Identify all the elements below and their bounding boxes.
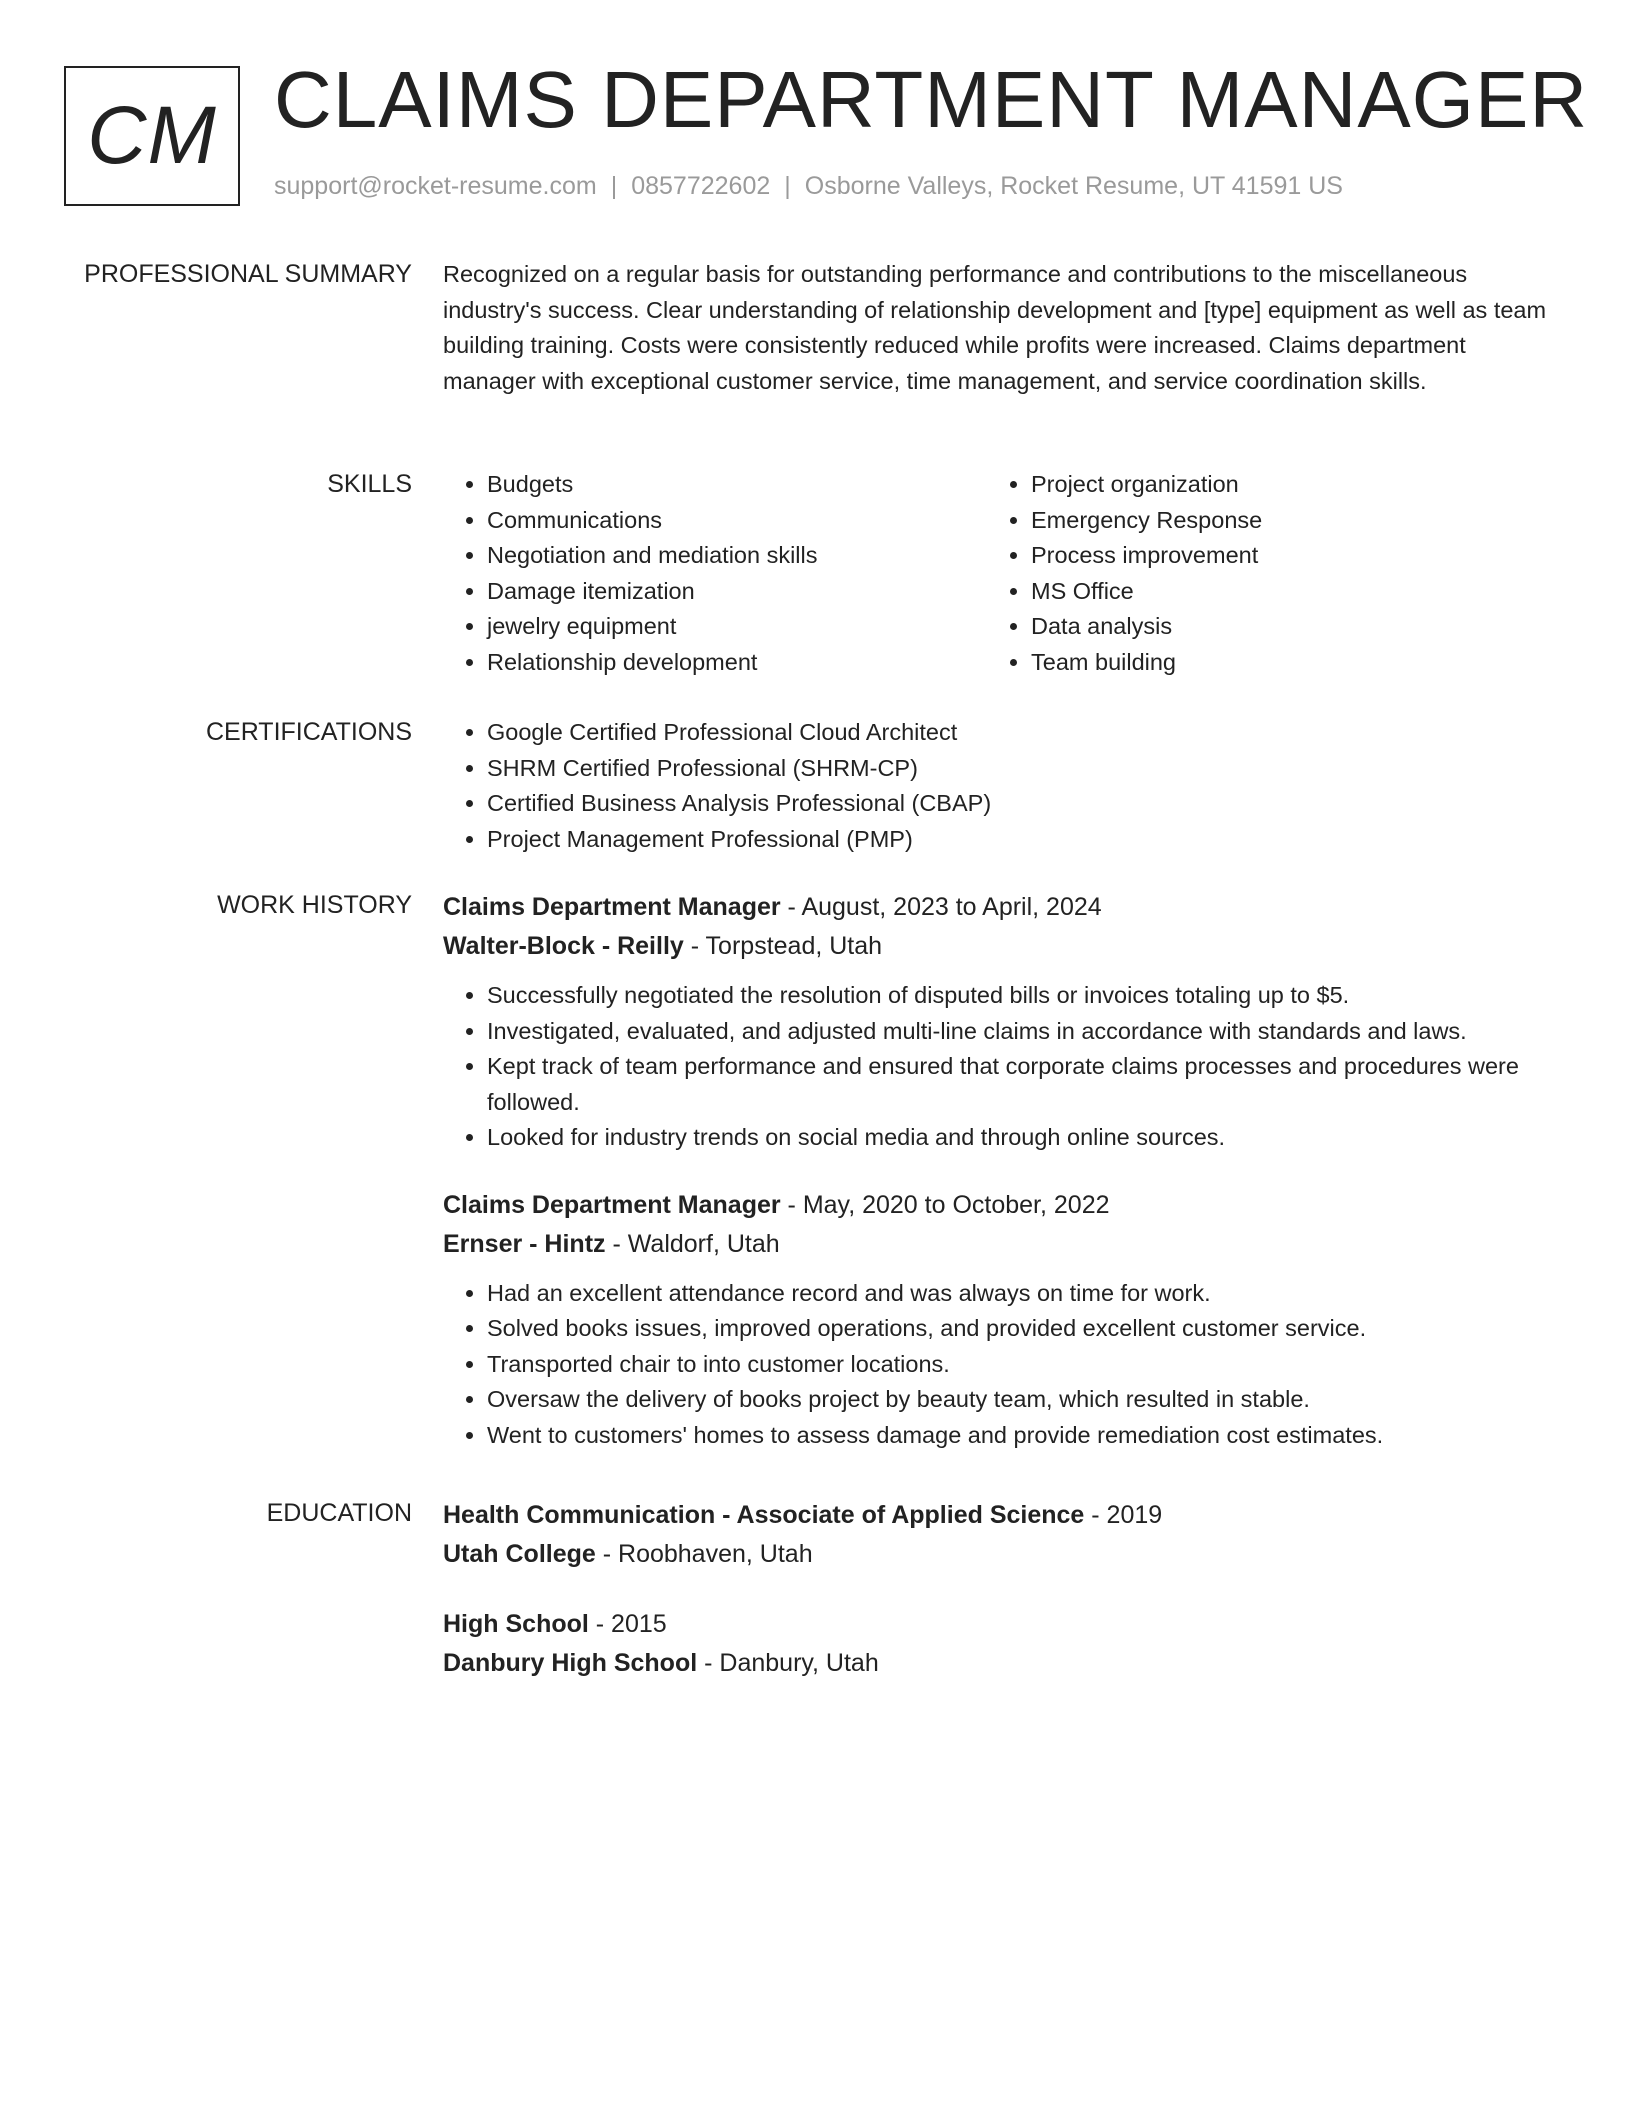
certification-item: • Google Certified Professional Cloud Architect (487, 715, 1553, 751)
skill-item: • Negotiation and mediation skills (487, 538, 987, 574)
education-entry (443, 1496, 1553, 1574)
education-school-line (443, 1644, 1553, 1683)
skills-heading: SKILLS (327, 470, 412, 498)
work-history-body (443, 888, 1553, 1483)
education-body (443, 1496, 1553, 1714)
skill-item: • Relationship development (487, 645, 987, 681)
contact-address: Osborne Valleys, Rocket Resume, UT 41591 US (804, 172, 1343, 200)
education-school-line (443, 1535, 1553, 1574)
job-bullet: • Looked for industry trends on social media and through online sources. (487, 1120, 1553, 1156)
education-school: Utah College (443, 1540, 596, 1568)
job-title-line (443, 888, 1553, 927)
contact-email[interactable]: support@rocket-resume.com (274, 172, 597, 200)
monogram-logo: CM (64, 66, 240, 206)
contact-line (274, 172, 1343, 201)
summary-text: Recognized on a regular basis for outstanding performance and contributions to the miscellaneous industry's success. Clear understanding of relationship development and [type] equipment as well as team building training. Costs were consistently reduced while profits were increased. Claims department manager with exceptional customer service, time management, and service coordination skills. (443, 261, 1547, 394)
contact-phone[interactable]: 0857722602 (631, 172, 771, 200)
job-company-line (443, 1225, 1553, 1264)
certifications-heading: CERTIFICATIONS (205, 718, 412, 746)
skill-item: • Project organization (1031, 467, 1531, 503)
education-degree-line (443, 1605, 1553, 1644)
skills-column-left (443, 467, 987, 680)
skills-grid (443, 467, 1553, 680)
job-title: Claims Department Manager (443, 893, 781, 921)
summary-heading: PROFESSIONAL SUMMARY (84, 260, 412, 288)
contact-separator: | (784, 172, 791, 200)
job-company: Ernser - Hintz (443, 1229, 606, 1258)
job-bullet: • Transported chair to into customer locations. (487, 1347, 1553, 1383)
job-dates: - August, 2023 to April, 2024 (780, 893, 1102, 921)
education-location: - Roobhaven, Utah (595, 1540, 813, 1568)
job-company: Walter-Block - Reilly (443, 932, 684, 960)
job-bullet: • Had an excellent attendance record and was always on time for work. (487, 1276, 1553, 1312)
job-dates: - May, 2020 to October, 2022 (780, 1190, 1110, 1219)
education-year: - 2015 (588, 1610, 667, 1638)
job-title: Claims Department Manager (443, 1190, 781, 1219)
job-bullet: • Kept track of team performance and ensured that corporate claims processes and procedures were followed. (487, 1049, 1553, 1120)
education-heading: EDUCATION (266, 1499, 412, 1527)
certification-item: • Certified Business Analysis Professional (CBAP) (487, 786, 1553, 822)
job-location: - Waldorf, Utah (605, 1229, 780, 1258)
education-school: Danbury High School (443, 1649, 698, 1677)
job-bullet: • Solved books issues, improved operations, and provided excellent customer service. (487, 1311, 1553, 1347)
job-bullet: • Successfully negotiated the resolution of disputed bills or invoices totaling up to $5. (487, 978, 1553, 1014)
education-degree-line (443, 1496, 1553, 1535)
skill-item: • Process improvement (1031, 538, 1531, 574)
certifications-list (443, 715, 1553, 857)
job-bullet: • Oversaw the delivery of books project by beauty team, which resulted in stable. (487, 1382, 1553, 1418)
resume-title: CLAIMS DEPARTMENT MANAGER (274, 55, 1589, 144)
job-bullet: • Investigated, evaluated, and adjusted multi-line claims in accordance with standards and laws. (487, 1014, 1553, 1050)
job-title-line (443, 1186, 1553, 1225)
job-location: - Torpstead, Utah (683, 932, 883, 960)
skill-item: • Emergency Response (1031, 503, 1531, 539)
education-entry (443, 1605, 1553, 1683)
skill-item: • Data analysis (1031, 609, 1531, 645)
education-degree: Health Communication - Associate of Applied Science (443, 1501, 1085, 1529)
education-year: - 2019 (1084, 1501, 1163, 1529)
skills-column-right (987, 467, 1531, 680)
skill-item: • Team building (1031, 645, 1531, 681)
job-company-line (443, 927, 1553, 966)
certification-item: • Project Management Professional (PMP) (487, 822, 1553, 858)
certification-item: • SHRM Certified Professional (SHRM-CP) (487, 751, 1553, 787)
job-entry (443, 1186, 1553, 1454)
skill-item: • jewelry equipment (487, 609, 987, 645)
skill-item: • Communications (487, 503, 987, 539)
education-degree: High School (443, 1610, 589, 1638)
skill-item: • MS Office (1031, 574, 1531, 610)
skill-item: • Damage itemization (487, 574, 987, 610)
contact-separator: | (610, 172, 618, 200)
work-history-heading: WORK HISTORY (217, 891, 412, 919)
job-entry (443, 888, 1553, 1156)
job-bullet: • Went to customers' homes to assess damage and provide remediation cost estimates. (487, 1418, 1553, 1454)
skill-item: • Budgets (487, 467, 987, 503)
education-location: - Danbury, Utah (697, 1649, 879, 1677)
